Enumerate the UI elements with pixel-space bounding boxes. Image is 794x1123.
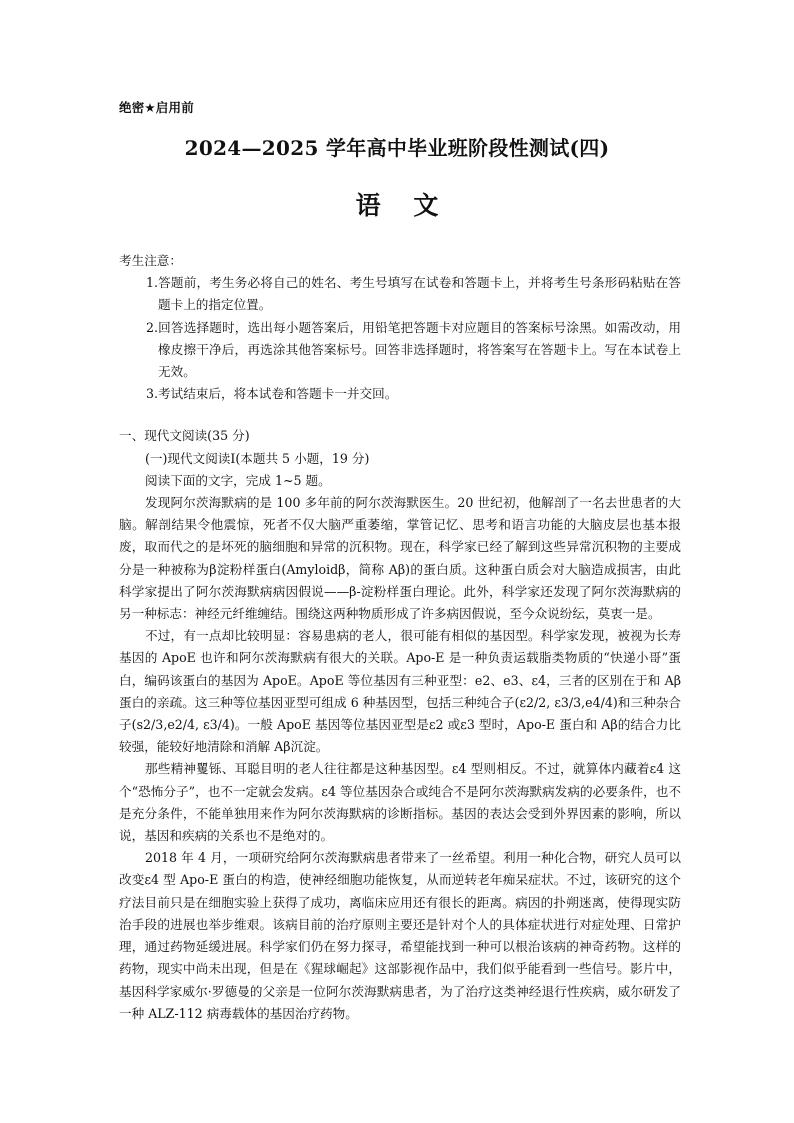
spacer [119,405,681,425]
document-body [119,250,681,1025]
reading-instruction: 阅读下面的文字，完成 1~5 题。 [145,472,331,488]
passage-paragraph: 2018 年 4 月，一项研究给阿尔茨海默病患者带来了一丝希望。利用一种化合物，研究人员可以改变ε4 型 Apo-E 蛋白的构造，使神经细胞功能恢复，从而逆转老年痴呆症状。不过，该研究的这个疗法目前只是在细胞实验上获得了成功，离临床应用还有很长的距离。病因的扑朔迷离，使得现实防治手段的进展也举步维艰。该病目前的治疗原则主要还是针对个人的具体症状进行对症处理、日常护理，通过药物延缓进展。科学家们仍在努力探寻，希望能找到一种可以根治该病的神奇药物。这样的药物，现实中尚未出现，但是在《猩球崛起》这部影视作品中，我们似乎能看到一些信号。影片中，基因科学家威尔·罗德曼的父亲是一位阿尔茨海默病患者，为了治疗这类神经退行性疾病，威尔研发了一种 ALZ-112 病毒载体的基因治疗药物。 [119,850,681,1021]
note-item: 3.考试结束后，将本试卷和答题卡一并交回。 [146,386,398,402]
passage-paragraph: 不过，有一点却比较明显：容易患病的老人，很可能有相似的基因型。科学家发现，被视为长寿基因的 ApoE 也许和阿尔茨海默病有很大的关联。Apo-E 是一种负责运载脂类物质的“快递小哥”蛋白，编码该蛋白的基因为 ApoE。ApoE 等位基因有三种亚型：e2、e3、ε4，三者的区别在于和 Aβ蛋白的亲疏。这三种等位基因亚型可组成 6 种基因型，包括三种纯合子(ε2/2, ε3/3,e4/4)和三种杂合子(s2/3,e2/4, ε3/4)。一般 ApoE 基因等位基因亚型是ε2 或ε3 型时，Apo-E 蛋白和 Aβ的结合力比较强，能较好地清除和消解 Aβ沉淀。 [119,628,681,755]
subject-title: 语 文 [355,191,451,220]
note-item: 2.回答选择题时，选出每小题答案后，用铅笔把答题卡对应题目的答案标号涂黑。如需改动，用橡皮擦干净后，再选涂其他答案标号。回答非选择题时，将答案写在答题卡上。写在本试卷上无效。 [146,319,681,380]
note-item: 1.答题前，考生务必将自己的姓名、考生号填写在试卷和答题卡上，并将考生号条形码粘贴在答题卡上的指定位置。 [146,275,681,313]
sub-section-heading: (一)现代文阅读Ⅰ(本题共 5 小题，19 分) [145,450,370,466]
passage-paragraph: 发现阿尔茨海默病的是 100 多年前的阿尔茨海默医生。20 世纪初，他解剖了一名去世患者的大脑。解剖结果令他震惊，死者不仅大脑严重萎缩，掌管记忆、思考和语言功能的大脑皮层也基本报废，取而代之的是坏死的脑细胞和异常的沉积物。现在，科学家已经了解到这些异常沉积物的主要成分是一种被称为β淀粉样蛋白(Amyloidβ，简称 Aβ)的蛋白质。这种蛋白质会对大脑造成损害，由此科学家提出了阿尔茨海默病病因假说——β-淀粉样蛋白理论。此外，科学家还发现了阿尔茨海默病的另一种标志：神经元纤维缠结。围绕这两种物质形成了许多病因假说，至今众说纷纭，莫衷一是。 [119,495,681,622]
notes-heading: 考生注意： [119,253,182,268]
section-heading: 一、现代文阅读(35 分) [119,428,250,444]
passage-paragraph: 那些精神矍铄、耳聪目明的老人往往都是这种基因型。ε4 型则相反。不过，就算体内藏着ε4 这个“恐怖分子”，也不一定就会发病。ε4 等位基因杂合或纯合不是阿尔茨海默病发病的必要条件，也不是充分条件，不能单独用来作为阿尔茨海默病的诊断指标。基因的表达会受到外界因素的影响，所以说，基因和疾病的关系也不是绝对的。 [119,761,681,844]
exam-title: 2024—2025 学年高中毕业班阶段性测试(四) [184,136,610,160]
confidential-label: 绝密★启用前 [119,100,194,115]
